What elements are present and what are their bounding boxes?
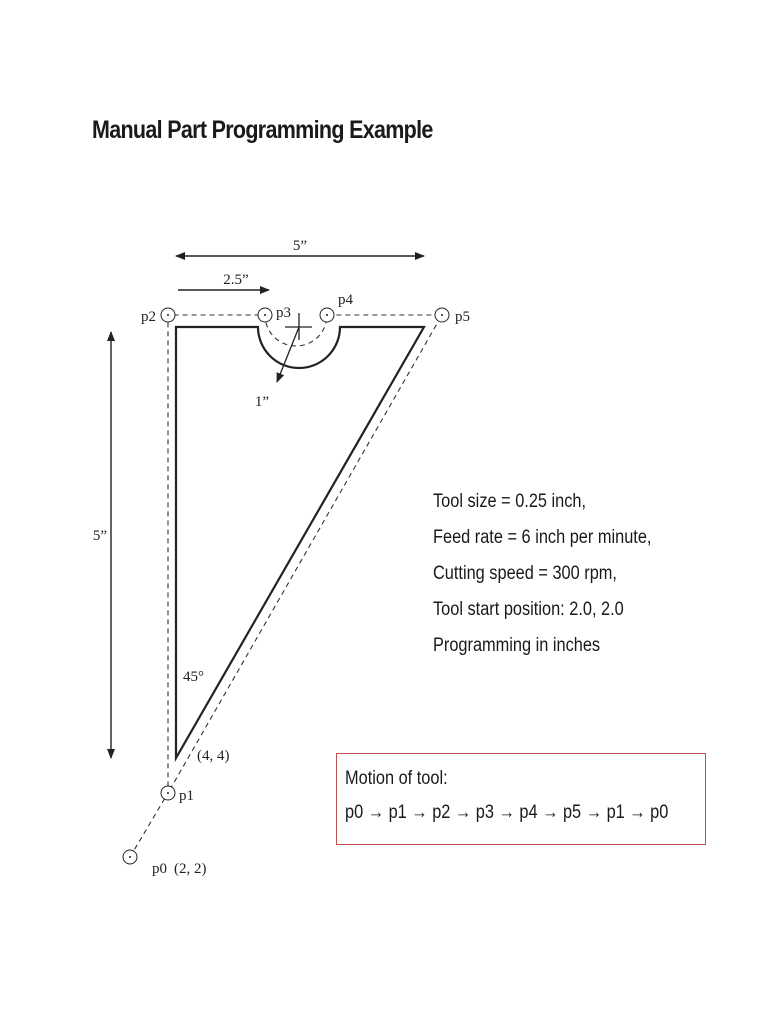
point-label-p2: p2: [141, 309, 156, 325]
dimension-label-width-2-5: 2.5”: [223, 272, 249, 288]
point-marker-p2: [161, 308, 175, 322]
spec-feed-rate: Feed rate = 6 inch per minute,: [433, 527, 652, 548]
point-label-p4: p4: [338, 292, 353, 308]
radius-arrow: [277, 327, 299, 382]
angle-label-45: 45°: [183, 669, 204, 685]
spec-units: Programming in inches: [433, 635, 601, 656]
point-marker-p1: [161, 786, 175, 800]
point-label-p3: p3: [276, 305, 291, 321]
machining-specs: [433, 484, 651, 664]
point-marker-p3: [258, 308, 272, 322]
spec-cutting-speed: Cutting speed = 300 rpm,: [433, 563, 617, 584]
point-label-p0: p0: [152, 861, 167, 877]
spec-start-position: Tool start position: 2.0, 2.0: [433, 599, 624, 620]
tool-motion-box: [336, 753, 706, 845]
spec-tool-size: Tool size = 0.25 inch,: [433, 491, 587, 512]
point-label-p5: p5: [455, 309, 470, 325]
point-coords-p1: (4, 4): [197, 748, 230, 764]
point-coords-p0: (2, 2): [174, 861, 207, 877]
page-title: Manual Part Programming Example: [92, 116, 433, 144]
point-marker-p4: [320, 308, 334, 322]
dimension-label-radius-1: 1”: [254, 394, 270, 410]
part-outline: [176, 327, 424, 758]
point-label-p1: p1: [179, 788, 194, 804]
dimension-label-height-5: 5”: [92, 528, 108, 544]
tool-motion-sequence: p0 → p1 → p2 → p3 → p4 → p5 → p1 → p0: [345, 802, 669, 823]
point-marker-p0: [123, 850, 137, 864]
point-marker-p5: [435, 308, 449, 322]
tool-motion-heading: Motion of tool:: [345, 768, 448, 789]
dimension-label-width-5: 5”: [292, 238, 308, 254]
